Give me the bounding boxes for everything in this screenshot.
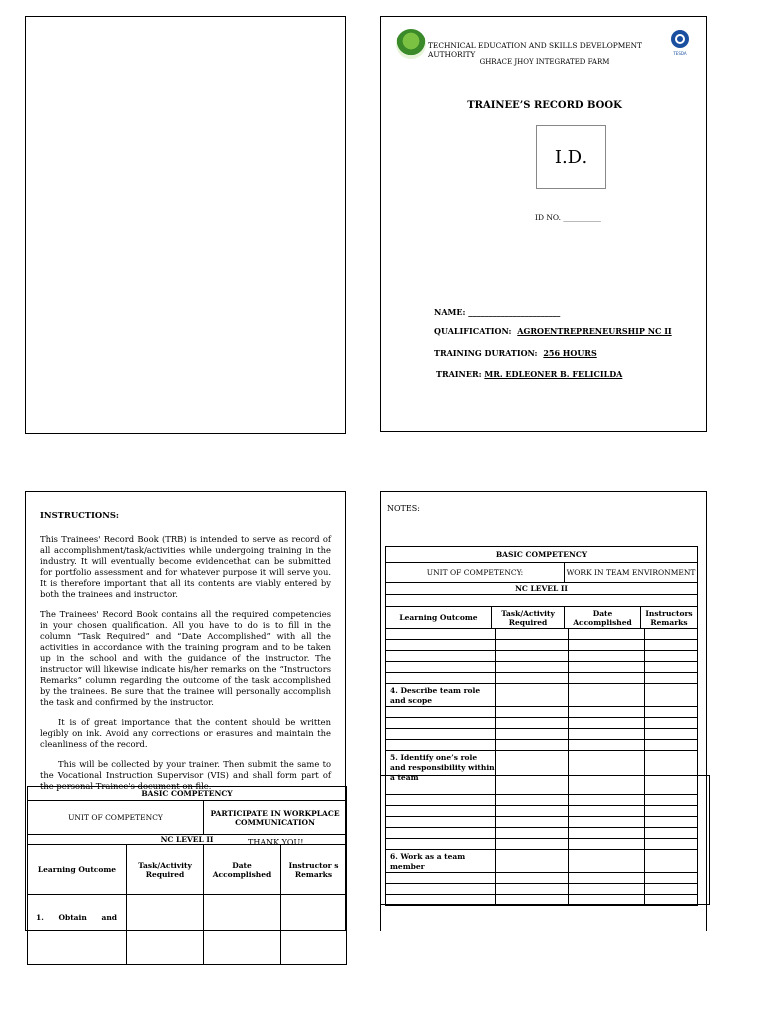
table-cell xyxy=(386,740,496,751)
work-in-team-table xyxy=(385,546,698,906)
table-cell xyxy=(569,707,645,718)
table-cell xyxy=(496,662,569,673)
duration-field xyxy=(434,348,597,358)
overlay-table-title: BASIC COMPETENCY xyxy=(28,787,347,801)
notes-label: NOTES: xyxy=(387,504,420,513)
overlay-level: NC LEVEL II xyxy=(28,835,347,845)
table-row xyxy=(386,684,698,707)
table-cell xyxy=(645,740,698,751)
table-cell xyxy=(645,673,698,684)
table-cell xyxy=(645,640,698,651)
table-cell xyxy=(569,673,645,684)
authority-title: TECHNICAL EDUCATION AND SKILLS DEVELOPMENT AUTHORITY xyxy=(428,41,643,59)
table-cell xyxy=(645,828,698,839)
qualification-label: QUALIFICATION: xyxy=(434,326,512,336)
table-row xyxy=(386,662,698,673)
table-cell xyxy=(496,640,569,651)
table-cell xyxy=(645,629,698,640)
table-cell xyxy=(496,895,569,906)
table-cell xyxy=(496,751,569,795)
overlay-header-date: Date Accomplished xyxy=(204,845,281,895)
table-cell xyxy=(569,873,645,884)
table-cell xyxy=(569,684,645,707)
overlay-header-task: Task/Activity Required xyxy=(127,845,204,895)
notes-header-task: Task/Activity Required xyxy=(492,607,565,629)
table-cell xyxy=(496,873,569,884)
table-row xyxy=(386,751,698,795)
table-cell xyxy=(204,895,281,965)
table-cell xyxy=(569,740,645,751)
instructions-paragraph-2: The Trainees' Record Book contains all the required competencies in your chosen qualification. All you have to do is to fill in the column “Task Required” and “Date Accomplished” with all the activities in accordance with the training program and to be taken up in the school and with the guidance of the instructor. The instructor will likewise indicate his/her remarks on the “Instructors Remarks” column regarding the outcome of the task accomplished by the trainees. Be sure that the trainee will personally accomplish the task and confirmed by the instructor. xyxy=(40,609,331,707)
table-cell xyxy=(386,795,496,806)
learning-outcome-cell: 4. Describe team role and scope xyxy=(386,684,496,707)
thank-you-text: THANK YOU! xyxy=(248,838,304,847)
table-cell xyxy=(386,729,496,740)
table-cell xyxy=(645,873,698,884)
table-cell xyxy=(645,651,698,662)
learning-outcome-cell: 5. Identify one’s role and responsibility within a team xyxy=(386,751,496,795)
trainer-value: MR. EDLEONER B. FELICILDA xyxy=(484,369,623,379)
table-cell xyxy=(569,751,645,795)
table-cell xyxy=(645,795,698,806)
tesda-mark-text: TESDA xyxy=(673,51,687,56)
table-cell xyxy=(569,662,645,673)
table-cell xyxy=(496,817,569,828)
table-row xyxy=(386,884,698,895)
table-cell xyxy=(569,629,645,640)
table-cell xyxy=(496,729,569,740)
id-number-field xyxy=(535,213,601,222)
table-row xyxy=(386,718,698,729)
table-cell xyxy=(645,718,698,729)
table-row xyxy=(386,839,698,850)
qualification-value: AGROENTREPRENEURSHIP NC II xyxy=(517,326,672,336)
notes-unit-value: WORK IN TEAM ENVIRONMENT xyxy=(565,563,698,583)
table-cell xyxy=(645,806,698,817)
table-cell xyxy=(569,651,645,662)
table-row xyxy=(386,740,698,751)
farm-name: GHRACE JHOY INTEGRATED FARM xyxy=(479,58,610,66)
table-cell xyxy=(645,839,698,850)
table-cell xyxy=(496,839,569,850)
table-cell xyxy=(496,795,569,806)
table-row xyxy=(386,828,698,839)
table-row xyxy=(386,873,698,884)
name-label: NAME: xyxy=(434,307,466,317)
table-cell xyxy=(386,895,496,906)
table-cell xyxy=(386,629,496,640)
table-cell xyxy=(569,795,645,806)
notes-unit-label: UNIT OF COMPETENCY: xyxy=(386,563,565,583)
table-cell xyxy=(386,707,496,718)
cover-page-panel xyxy=(380,16,707,432)
table-cell xyxy=(496,651,569,662)
overlay-unit-value: PARTICIPATE IN WORKPLACE COMMUNICATION xyxy=(204,801,347,835)
table-cell xyxy=(386,873,496,884)
instructions-paragraph-4: This will be collected by your trainer. Then submit the same to the Vocational Instruction Supervisor (VIS) and shall form part of the personal Trainee's document on file. xyxy=(40,759,331,791)
table-spacer xyxy=(386,595,698,607)
table-cell xyxy=(496,806,569,817)
instructions-heading: INSTRUCTIONS: xyxy=(40,510,120,520)
table-row xyxy=(386,629,698,640)
table-cell xyxy=(496,828,569,839)
table-row xyxy=(386,651,698,662)
overlay-competency-table xyxy=(27,786,347,976)
tesda-logo-icon xyxy=(668,29,692,55)
notes-header-outcome: Learning Outcome xyxy=(386,607,492,629)
name-field xyxy=(434,307,560,317)
table-cell xyxy=(386,718,496,729)
notes-table-title: BASIC COMPETENCY xyxy=(386,547,698,563)
table-row xyxy=(386,640,698,651)
table-cell xyxy=(645,751,698,795)
table-cell xyxy=(496,740,569,751)
id-photo-box: I.D. xyxy=(536,125,606,189)
notes-table-body xyxy=(385,628,698,906)
name-blank: _______________________ xyxy=(468,307,561,317)
blank-page-panel xyxy=(25,16,346,434)
table-cell xyxy=(645,884,698,895)
table-cell xyxy=(386,673,496,684)
table-cell xyxy=(645,662,698,673)
learning-outcome-cell: 6. Work as a team member xyxy=(386,850,496,873)
table-cell xyxy=(569,884,645,895)
trainer-label: TRAINER: xyxy=(436,369,482,379)
overlay-outcome-1: 1. Obtain and xyxy=(28,895,127,965)
table-row xyxy=(386,707,698,718)
table-cell xyxy=(496,673,569,684)
table-cell xyxy=(645,684,698,707)
table-cell xyxy=(496,718,569,729)
table-cell xyxy=(496,629,569,640)
table-cell xyxy=(386,828,496,839)
table-cell xyxy=(645,729,698,740)
table-cell xyxy=(496,850,569,873)
notes-header-remarks: Instructors Remarks xyxy=(641,607,698,629)
table-row xyxy=(386,673,698,684)
instructions-paragraph-3: It is of great importance that the content should be written legibly on ink. Avoid any corrections or erasures and maintain the cleanliness of the record. xyxy=(40,717,331,749)
duration-value: 256 HOURS xyxy=(543,348,597,358)
table-cell xyxy=(386,806,496,817)
table-cell xyxy=(386,651,496,662)
table-cell xyxy=(569,839,645,850)
table-cell xyxy=(569,640,645,651)
table-cell xyxy=(569,895,645,906)
id-number-blank: __________ xyxy=(563,213,601,222)
table-cell xyxy=(386,640,496,651)
table-cell xyxy=(496,707,569,718)
table-cell xyxy=(386,662,496,673)
notes-header-date: Date Accomplished xyxy=(565,607,641,629)
table-cell xyxy=(496,884,569,895)
table-row xyxy=(386,895,698,906)
qualification-field xyxy=(434,326,672,336)
id-number-label: ID NO. xyxy=(535,213,562,222)
overlay-header-outcome: Learning Outcome xyxy=(28,845,127,895)
table-row xyxy=(386,850,698,873)
table-cell xyxy=(645,895,698,906)
table-cell xyxy=(645,850,698,873)
table-cell xyxy=(569,806,645,817)
table-row xyxy=(386,806,698,817)
table-cell xyxy=(645,817,698,828)
table-cell xyxy=(127,895,204,965)
table-cell xyxy=(645,707,698,718)
table-row xyxy=(386,795,698,806)
instructions-paragraph-1: This Trainees' Record Book (TRB) is intended to serve as record of all accomplishment/task/activities while undergoing training in the industry. It will eventually become evidencethat can be submitted for portfolio assessment and for whatever purpose it will serve you. It is therefore important that all its contents are viably entered by both the trainees and instructor. xyxy=(40,534,331,599)
table-cell xyxy=(386,839,496,850)
table-cell xyxy=(569,817,645,828)
table-cell xyxy=(569,850,645,873)
table-cell xyxy=(569,828,645,839)
record-book-title: TRAINEE’S RECORD BOOK xyxy=(467,100,622,111)
table-cell xyxy=(386,817,496,828)
overlay-unit-label: UNIT OF COMPETENCY xyxy=(28,801,204,835)
table-cell xyxy=(569,718,645,729)
trainer-field xyxy=(436,369,622,379)
overlay-header-remarks: Instructor s Remarks xyxy=(281,845,347,895)
table-cell xyxy=(386,884,496,895)
duration-label: TRAINING DURATION: xyxy=(434,348,538,358)
table-cell xyxy=(496,684,569,707)
table-row xyxy=(386,729,698,740)
notes-level: NC LEVEL II xyxy=(386,583,698,595)
farm-logo-icon xyxy=(396,29,426,59)
table-row xyxy=(386,817,698,828)
table-cell xyxy=(281,895,347,965)
table-cell xyxy=(569,729,645,740)
